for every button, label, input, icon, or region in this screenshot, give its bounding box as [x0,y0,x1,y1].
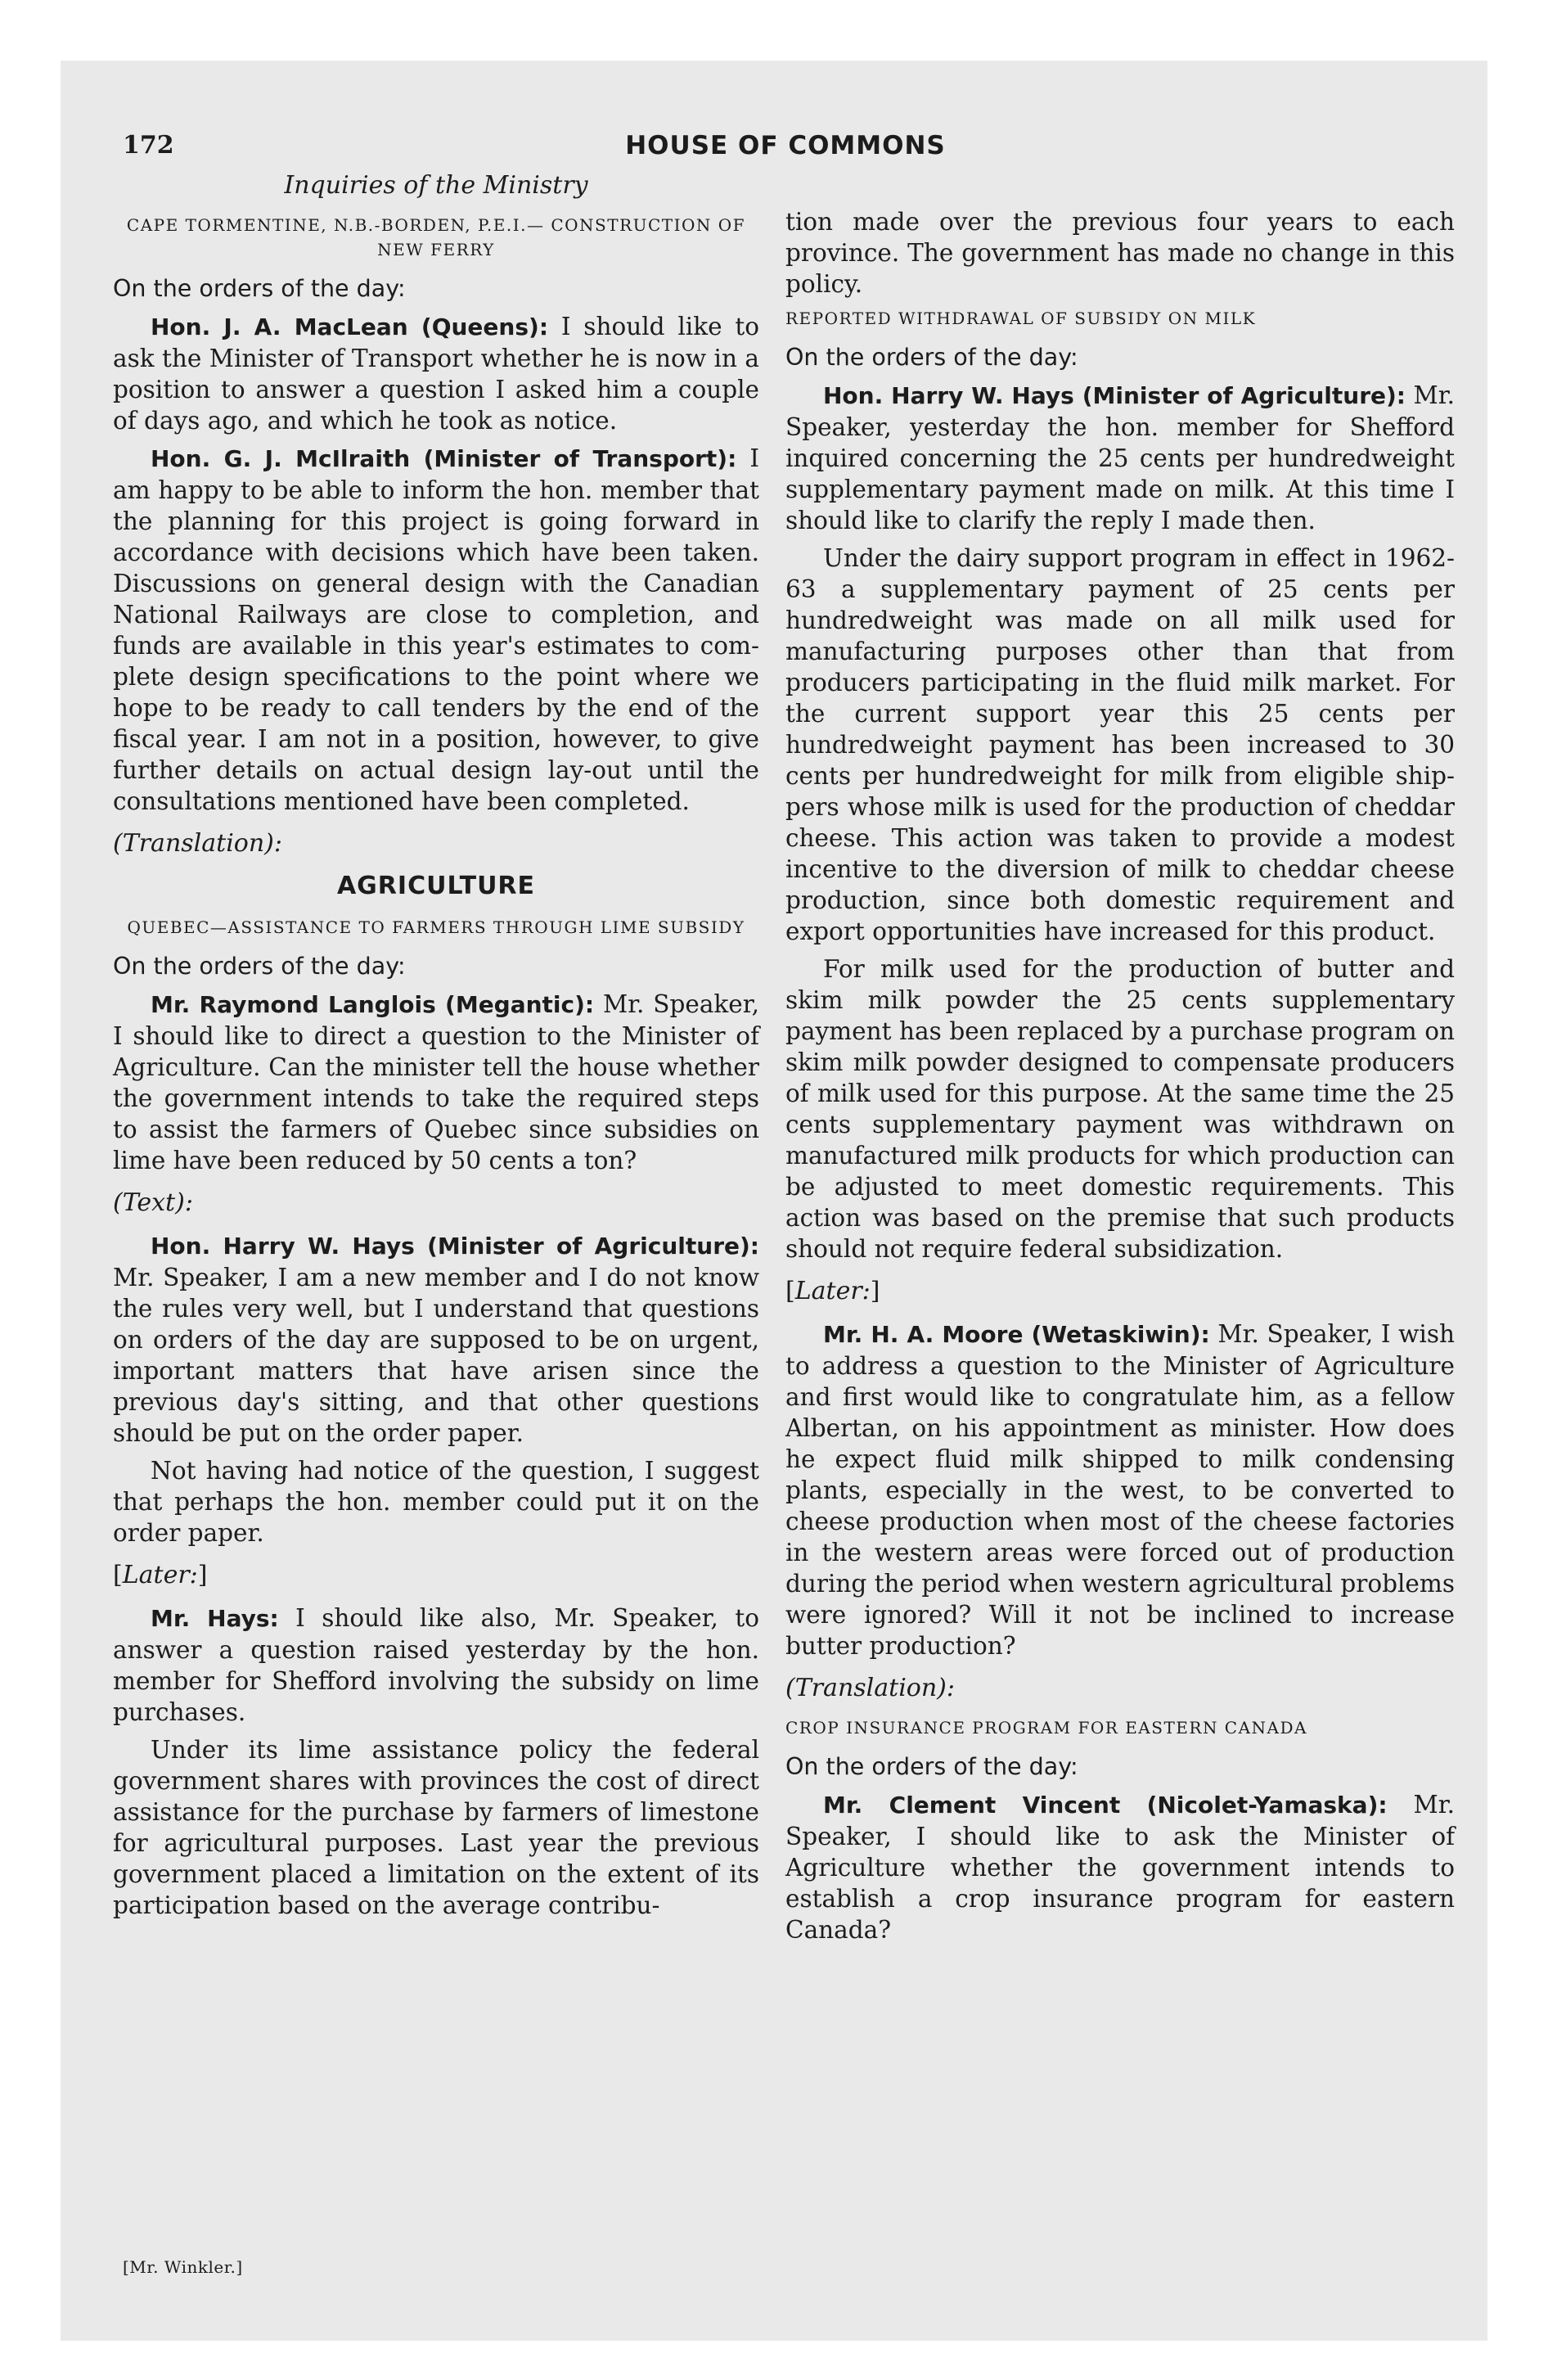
paragraph-continued: tion made over the previous four years to each province. The government has made no change in this policy. [785,208,1455,298]
subheading-lime: QUEBEC—ASSISTANCE TO FARMERS THROUGH LIME SUBSIDY [127,917,745,937]
speaker-name: Mr. H. A. Moore (Wetaskiwin): [823,1321,1210,1348]
paragraph-hays-lime [113,1602,759,1728]
paragraph-text: Mr. Speaker, I should like to direct a question to the Minister of Agriculture. Can the minister tell the house whether the government intends to take the required steps to assist the farmers of Quebec since subsidies on lime have been reduced by 50 cents a ton? [113,990,759,1174]
paragraph-dairy-support: Under the dairy support program in effect in 1962-63 a supplementary payment of 25 cents per hundredweight was made on all milk used for manufacturing purposes other than that from producers participating in the fluid milk market. For the current support year this 25 cents per hundredweight payment has been increased to 30 cents per hundredweight for milk from eligible shippers whose milk is used for the production of cheddar cheese. This action was taken to provide a modest incentive to the diversion of milk to cheddar cheese production, since both domestic requirement and export opportunities have increased for this product. [785,544,1455,945]
subheading-milk: REPORTED WITHDRAWAL OF SUBSIDY ON MILK [785,309,1257,328]
subheading-ferry: CAPE TORMENTINE, N.B.-BORDEN, P.E.I.— CONSTRUCTION OF NEW FERRY [126,215,746,259]
paragraph-text: Mr. Speaker, I should like to ask the Minister of Agriculture whether the government intends to establish a crop insurance program for eastern Canada? [785,1791,1455,1944]
translation-label: (Translation): [113,829,282,858]
text-label: (Text): [113,1188,193,1217]
paragraph-text: I should like also, Mr. Speaker, to answer a question raised yesterday by the hon. member for Shefford involving the subsidy on lime purchases. [113,1604,759,1726]
footer-note: [Mr. Winkler.] [123,2257,243,2277]
paragraph-hays-milk [785,380,1455,536]
speaker-name: Mr. Raymond Langlois (Megantic): [151,991,595,1018]
heading-agriculture: AGRICULTURE [336,872,536,900]
paragraph-text: Mr. Speaker, I wish to address a question to the Minister of Agriculture and first would like to congratulate him, as a fellow Albertan, on his appointment as minister. How does he expect fluid milk shipped to milk condensing plants, especially in the west, to be converted to cheese production when most of the cheese factories in the western areas were forced out of production during the period when western agricultural problems were ignored? Will it not be inclined to increase butter production? [785,1320,1455,1660]
subheading-crop-insurance: CROP INSURANCE PROGRAM FOR EASTERN CANADA [785,1718,1307,1738]
page-header [123,131,1448,172]
running-title: HOUSE OF COMMONS [625,131,946,160]
speaker-name: Hon. Harry W. Hays (Minister of Agriculture): [823,382,1406,409]
speaker-name: Hon. Harry W. Hays (Minister of Agriculture): [151,1233,759,1260]
paragraph-langlois [113,989,759,1176]
paragraph-vincent [785,1789,1455,1945]
paragraph-text: I should like to ask the Minister of Transport whether he is now in a position to answer a question I asked him a couple of days ago, and which he took as notice. [113,313,759,435]
paragraph-butter: For milk used for the production of butter and skim milk powder the 25 cents supplementary payment has been replaced by a purchase program on skim milk powder designed to compensate producers of milk used for this purpose. At the same time the 25 cents supplementary payment was withdrawn on manufactured milk products for which production can be adjusted to meet domestic requirements. This action was based on the premise that such products should not require federal subsidization. [785,955,1455,1263]
paragraph-notice: Not having had notice of the question, I suggest that perhaps the hon. member could put it on the order paper. [113,1457,759,1547]
paragraph-mcilraith [113,443,759,817]
section-label: Inquiries of the Ministry [284,171,588,200]
paragraph-text: I am happy to be able to inform the hon. member that the planning for this project is going forward in accordance with decisions which have been taken. Discussions on general design with the Canadian National Railways are close to completion, and funds are available in this year's estimates to complete design specifications to the point where we hope to be ready to call tenders by the end of the fiscal year. I am not in a position, however, to give further details on actual design lay-out until the consultations mentioned have been completed. [113,444,760,815]
left-column [113,170,759,1927]
speaker-name: Hon. J. A. MacLean (Queens): [151,313,549,340]
later-label: [Later:] [785,1277,880,1305]
paragraph-lime-policy: Under its lime assistance policy the federal government shares with provinces the cost of direct assistance for the purchase by farmers of limestone for agricultural purposes. Last year the previous government placed a limitation on the extent of its participation based on the average contribu- [113,1736,759,1919]
speaker-name: Mr. Hays: [151,1605,279,1632]
later-label: [Later:] [113,1561,208,1589]
orders-of-the-day: On the orders of the day: [113,953,406,980]
orders-of-the-day: On the orders of the day: [785,344,1078,371]
paragraph-text: Mr. Speaker, I am a new member and I do not know the rules very well, but I understand that questions on orders of the day are supposed to be on urgent, important matters that have arisen since the previous day's sitting, and that other questions should be put on the order paper. [113,1264,759,1447]
paragraph-text: Mr. Speaker, yesterday the hon. member for Shefford inquired concerning the 25 cents per hundredweight supplementary payment made on milk. At this time I should like to clarify the reply I made then. [785,381,1455,534]
speaker-name: Mr. Clement Vincent (Nicolet-Yamaska): [823,1792,1388,1819]
orders-of-the-day: On the orders of the day: [113,275,406,302]
translation-label: (Translation): [785,1674,955,1702]
paragraph-hays [113,1230,759,1449]
paragraph-maclean [113,311,759,436]
paragraph-moore [785,1318,1455,1661]
orders-of-the-day: On the orders of the day: [785,1753,1078,1780]
page-number: 172 [123,131,174,160]
right-column [785,206,1455,1952]
speaker-name: Hon. G. J. McIlraith (Minister of Transport): [151,445,737,472]
